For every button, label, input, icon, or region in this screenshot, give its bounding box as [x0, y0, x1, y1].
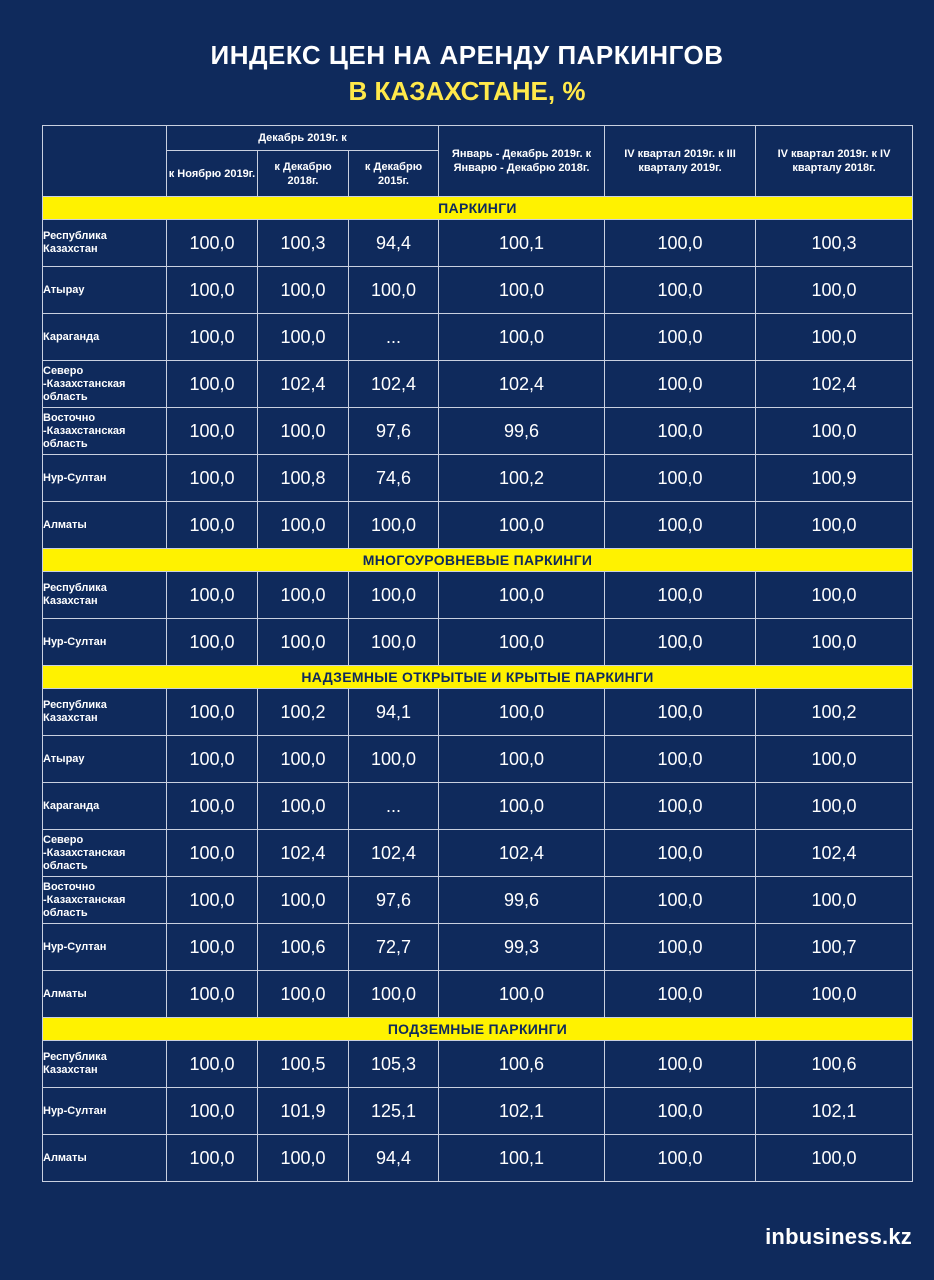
value-cell: 102,4: [439, 830, 605, 877]
table-row: [43, 1041, 913, 1088]
column-header: Январь - Декабрь 2019г. к Январю - Декабрю 2018г.: [439, 126, 605, 197]
value-cell: 100,0: [349, 971, 439, 1018]
value-cell: 94,1: [349, 689, 439, 736]
logo-prefix: in: [765, 1224, 786, 1249]
value-cell: 100,0: [439, 689, 605, 736]
value-cell: 100,0: [439, 267, 605, 314]
value-cell: 100,0: [605, 689, 756, 736]
value-cell: 100,0: [605, 736, 756, 783]
value-cell: 100,0: [167, 361, 258, 408]
value-cell: 100,0: [258, 783, 349, 830]
region-name: Республика Казахстан: [43, 689, 167, 736]
value-cell: 100,0: [756, 572, 913, 619]
value-cell: 100,0: [167, 502, 258, 549]
value-cell: 74,6: [349, 455, 439, 502]
region-name: Нур-Султан: [43, 455, 167, 502]
value-cell: 100,0: [167, 314, 258, 361]
table-row: [43, 689, 913, 736]
value-cell: 100,0: [258, 502, 349, 549]
value-cell: 100,0: [756, 502, 913, 549]
value-cell: 100,0: [258, 267, 349, 314]
value-cell: 100,0: [349, 502, 439, 549]
region-name: Атырау: [43, 267, 167, 314]
value-cell: 97,6: [349, 408, 439, 455]
value-cell: 100,0: [167, 1041, 258, 1088]
value-cell: 72,7: [349, 924, 439, 971]
value-cell: 102,1: [439, 1088, 605, 1135]
value-cell: 100,0: [605, 502, 756, 549]
value-cell: 100,0: [167, 572, 258, 619]
value-cell: 100,0: [439, 971, 605, 1018]
value-cell: 100,0: [167, 408, 258, 455]
value-cell: 94,4: [349, 220, 439, 267]
value-cell: 100,0: [756, 971, 913, 1018]
value-cell: 100,0: [167, 830, 258, 877]
table-body: [43, 197, 913, 1182]
value-cell: 99,6: [439, 877, 605, 924]
value-cell: 100,0: [258, 736, 349, 783]
value-cell: 100,9: [756, 455, 913, 502]
value-cell: 100,2: [258, 689, 349, 736]
value-cell: 100,0: [605, 572, 756, 619]
table-row: [43, 1135, 913, 1182]
value-cell: 100,3: [756, 220, 913, 267]
region-name: Восточно -Казахстанская область: [43, 877, 167, 924]
value-cell: 100,6: [756, 1041, 913, 1088]
table-row: [43, 619, 913, 666]
value-cell: 97,6: [349, 877, 439, 924]
value-cell: 100,0: [605, 783, 756, 830]
value-cell: 100,0: [756, 408, 913, 455]
value-cell: 100,2: [439, 455, 605, 502]
section-title: ПОДЗЕМНЫЕ ПАРКИНГИ: [43, 1018, 913, 1041]
value-cell: 100,0: [756, 314, 913, 361]
table-row: [43, 971, 913, 1018]
value-cell: 100,0: [605, 267, 756, 314]
table-row: [43, 314, 913, 361]
value-cell: 102,4: [439, 361, 605, 408]
section-title: МНОГОУРОВНЕВЫЕ ПАРКИНГИ: [43, 549, 913, 572]
value-cell: 100,0: [605, 408, 756, 455]
value-cell: 100,0: [167, 783, 258, 830]
section-row: [43, 197, 913, 220]
region-name: Караганда: [43, 783, 167, 830]
value-cell: 100,0: [605, 971, 756, 1018]
value-cell: 100,0: [258, 971, 349, 1018]
table-row: [43, 361, 913, 408]
value-cell: 100,0: [167, 455, 258, 502]
section-row: [43, 549, 913, 572]
corner-cell: [43, 126, 167, 197]
page-title: ИНДЕКС ЦЕН НА АРЕНДУ ПАРКИНГОВ: [210, 40, 724, 70]
value-cell: 100,0: [258, 1135, 349, 1182]
value-cell: 100,5: [258, 1041, 349, 1088]
column-header: к Ноябрю 2019г.: [167, 151, 258, 197]
region-name: Северо -Казахстанская область: [43, 830, 167, 877]
value-cell: 100,0: [605, 877, 756, 924]
region-name: Алматы: [43, 502, 167, 549]
price-index-table: [42, 125, 913, 1182]
table-row: [43, 877, 913, 924]
value-cell: 100,0: [167, 267, 258, 314]
value-cell: 100,0: [439, 314, 605, 361]
value-cell: 100,0: [605, 830, 756, 877]
value-cell: 94,4: [349, 1135, 439, 1182]
value-cell: 100,6: [258, 924, 349, 971]
region-name: Алматы: [43, 1135, 167, 1182]
table-row: [43, 1088, 913, 1135]
region-name: Караганда: [43, 314, 167, 361]
value-cell: 100,0: [605, 314, 756, 361]
column-header: к Декабрю 2018г.: [258, 151, 349, 197]
value-cell: 100,0: [439, 783, 605, 830]
table-row: [43, 783, 913, 830]
value-cell: 102,1: [756, 1088, 913, 1135]
region-name: Республика Казахстан: [43, 1041, 167, 1088]
value-cell: 100,0: [605, 1041, 756, 1088]
table-row: [43, 502, 913, 549]
value-cell: 100,1: [439, 1135, 605, 1182]
value-cell: 100,0: [439, 619, 605, 666]
value-cell: 100,0: [167, 689, 258, 736]
value-cell: 100,0: [167, 1088, 258, 1135]
table-row: [43, 924, 913, 971]
value-cell: 100,0: [258, 408, 349, 455]
value-cell: 100,0: [605, 1088, 756, 1135]
value-cell: 100,0: [167, 971, 258, 1018]
value-cell: 100,0: [605, 361, 756, 408]
region-name: Атырау: [43, 736, 167, 783]
value-cell: 100,0: [756, 736, 913, 783]
value-cell: 100,0: [756, 783, 913, 830]
region-name: Нур-Султан: [43, 924, 167, 971]
value-cell: 100,7: [756, 924, 913, 971]
value-cell: 100,0: [439, 502, 605, 549]
value-cell: 100,0: [605, 1135, 756, 1182]
region-name: Восточно -Казахстанская область: [43, 408, 167, 455]
table-row: [43, 572, 913, 619]
inbusiness-logo: [765, 1224, 912, 1250]
value-cell: 100,0: [605, 455, 756, 502]
table-row: [43, 267, 913, 314]
region-name: Нур-Султан: [43, 1088, 167, 1135]
value-cell: 102,4: [349, 361, 439, 408]
value-cell: 100,0: [167, 619, 258, 666]
value-cell: 102,4: [258, 361, 349, 408]
value-cell: 100,3: [258, 220, 349, 267]
value-cell: 100,0: [756, 1135, 913, 1182]
group-header: Декабрь 2019г. к: [167, 126, 439, 151]
value-cell: 100,0: [167, 1135, 258, 1182]
region-name: Алматы: [43, 971, 167, 1018]
value-cell: 102,4: [756, 830, 913, 877]
section-title: ПАРКИНГИ: [43, 197, 913, 220]
value-cell: 102,4: [349, 830, 439, 877]
value-cell: 125,1: [349, 1088, 439, 1135]
value-cell: 100,0: [167, 924, 258, 971]
value-cell: 100,0: [349, 572, 439, 619]
value-cell: 105,3: [349, 1041, 439, 1088]
value-cell: 100,0: [167, 220, 258, 267]
value-cell: 100,0: [605, 924, 756, 971]
value-cell: 100,0: [439, 572, 605, 619]
column-header: к Декабрю 2015г.: [349, 151, 439, 197]
section-row: [43, 1018, 913, 1041]
value-cell: 100,0: [439, 736, 605, 783]
column-header: IV квартал 2019г. к III кварталу 2019г.: [605, 126, 756, 197]
value-cell: 101,9: [258, 1088, 349, 1135]
value-cell: 99,6: [439, 408, 605, 455]
value-cell: 100,0: [258, 314, 349, 361]
region-name: Республика Казахстан: [43, 572, 167, 619]
value-cell: 100,8: [258, 455, 349, 502]
table-row: [43, 220, 913, 267]
value-cell: 99,3: [439, 924, 605, 971]
region-name: Нур-Султан: [43, 619, 167, 666]
column-header: IV квартал 2019г. к IV кварталу 2018г.: [756, 126, 913, 197]
table-row: [43, 830, 913, 877]
value-cell: 100,2: [756, 689, 913, 736]
page-subtitle: В КАЗАХСТАНЕ, %: [348, 76, 586, 106]
value-cell: ...: [349, 314, 439, 361]
value-cell: 100,0: [167, 877, 258, 924]
table-row: [43, 408, 913, 455]
value-cell: 100,0: [605, 220, 756, 267]
value-cell: 100,6: [439, 1041, 605, 1088]
value-cell: 100,0: [756, 267, 913, 314]
value-cell: 100,0: [167, 736, 258, 783]
value-cell: 102,4: [756, 361, 913, 408]
value-cell: 100,0: [349, 619, 439, 666]
section-row: [43, 666, 913, 689]
value-cell: ...: [349, 783, 439, 830]
value-cell: 100,0: [349, 267, 439, 314]
value-cell: 100,1: [439, 220, 605, 267]
value-cell: 100,0: [258, 619, 349, 666]
value-cell: 100,0: [258, 572, 349, 619]
table-row: [43, 736, 913, 783]
value-cell: 100,0: [756, 877, 913, 924]
value-cell: 100,0: [605, 619, 756, 666]
value-cell: 100,0: [756, 619, 913, 666]
logo-text: business.kz: [785, 1224, 912, 1249]
value-cell: 102,4: [258, 830, 349, 877]
section-title: НАДЗЕМНЫЕ ОТКРЫТЫЕ И КРЫТЫЕ ПАРКИНГИ: [43, 666, 913, 689]
value-cell: 100,0: [258, 877, 349, 924]
region-name: Республика Казахстан: [43, 220, 167, 267]
value-cell: 100,0: [349, 736, 439, 783]
region-name: Северо -Казахстанская область: [43, 361, 167, 408]
table-row: [43, 455, 913, 502]
